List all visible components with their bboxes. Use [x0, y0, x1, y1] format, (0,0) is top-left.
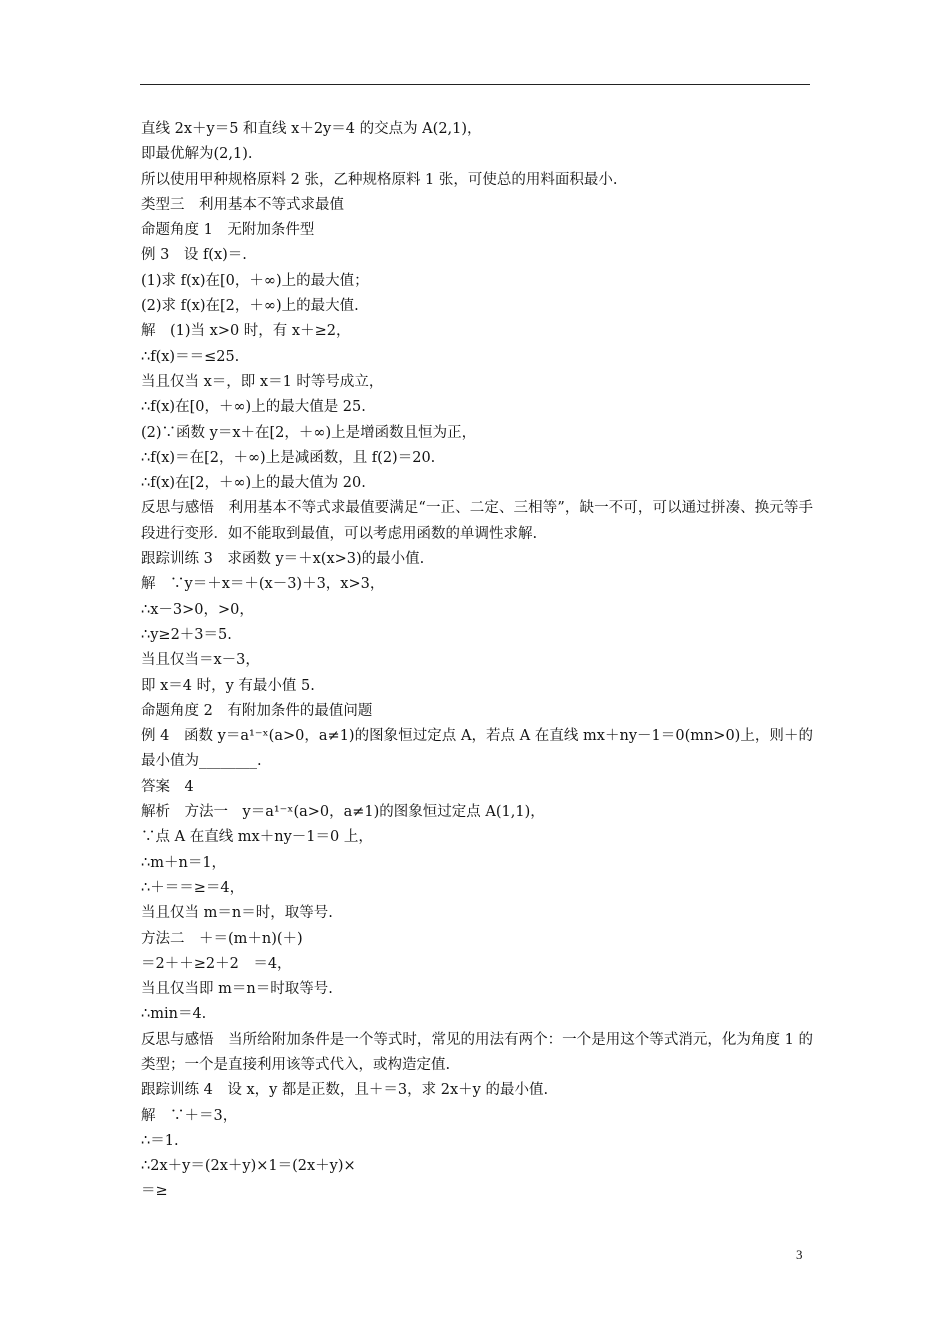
- text-line: ∴＋＝＝≥＝4，: [141, 879, 245, 896]
- example-3: 例 3 设 f(x)＝.: [141, 247, 247, 264]
- text-line: ∴m＋n＝1，: [141, 854, 227, 871]
- page-number: 3: [796, 1247, 803, 1262]
- text-line: 当且仅当＝x－3，: [141, 652, 260, 669]
- text-line: ∴f(x)在[2，＋∞)上的最大值为 20.: [141, 475, 366, 492]
- subsection-heading: 命题角度 1 无附加条件型: [141, 222, 315, 239]
- practice-3: 跟踪训练 3 求函数 y＝＋x(x>3)的最小值.: [141, 551, 425, 568]
- practice-4: 跟踪训练 4 设 x，y 都是正数，且＋＝3，求 2x＋y 的最小值.: [141, 1082, 549, 1099]
- text-line: (2)求 f(x)在[2，＋∞)上的最大值.: [141, 298, 359, 315]
- answer-line: 答案 4: [141, 778, 194, 795]
- text-line: ∵点 A 在直线 mx＋ny－1＝0 上，: [141, 829, 373, 846]
- text-line: ∴x－3>0，>0，: [141, 601, 254, 618]
- header-rule: [140, 84, 810, 85]
- section-heading: 类型三 利用基本不等式求最值: [141, 196, 344, 213]
- text-line: 所以使用甲种规格原料 2 张，乙种规格原料 1 张，可使总的用料面积最小.: [141, 171, 618, 188]
- reflection-paragraph: 反思与感悟 利用基本不等式求最值要满足“一正、二定、三相等”，缺一不可，可以通过拼凑、换元等手段进行变形．如不能取到最值，可以考虑用函数的单调性求解.: [141, 500, 813, 542]
- text-line: ＝2＋＋≥2＋2 ＝4，: [141, 955, 292, 972]
- text-line: (1)求 f(x)在[0，＋∞)上的最大值；: [141, 272, 369, 289]
- solution-line: 解 ∵＋＝3，: [141, 1107, 238, 1124]
- text-line: ∴＝1.: [141, 1132, 179, 1149]
- page-body: [141, 117, 813, 1205]
- subsection-heading: 命题角度 2 有附加条件的最值问题: [141, 702, 373, 719]
- text-line: 方法二 ＋＝(m＋n)(＋): [141, 930, 303, 947]
- text-line: (2)∵函数 y＝x＋在[2，＋∞)上是增函数且恒为正，: [141, 424, 477, 441]
- text-line: 即 x＝4 时，y 有最小值 5.: [141, 677, 315, 694]
- text-line: ∴min＝4.: [141, 1006, 207, 1023]
- example-4: 例 4 函数 y＝a¹⁻ˣ(a>0，a≠1)的图象恒过定点 A，若点 A 在直线 mx＋ny－1＝0(mn>0)上，则＋的最小值为________.: [141, 728, 813, 770]
- analysis-line: 解析 方法一 y＝a¹⁻ˣ(a>0，a≠1)的图象恒过定点 A(1,1)，: [141, 804, 545, 821]
- text-line: 直线 2x＋y＝5 和直线 x＋2y＝4 的交点为 A(2,1)，: [141, 121, 482, 137]
- text-line: ∴f(x)在[0，＋∞)上的最大值是 25.: [141, 399, 366, 416]
- text-line: ∴f(x)＝＝≤25.: [141, 348, 240, 365]
- text-line: 当且仅当 m＝n＝时，取等号.: [141, 905, 333, 922]
- text-line: 当且仅当即 m＝n＝时取等号.: [141, 981, 333, 998]
- text-line: ∴2x＋y＝(2x＋y)×1＝(2x＋y)×: [141, 1158, 356, 1175]
- solution-line: 解 ∵y＝＋x＝＋(x－3)＋3，x>3，: [141, 576, 385, 593]
- text-line: 当且仅当 x＝，即 x＝1 时等号成立，: [141, 373, 384, 390]
- solution-line: 解 (1)当 x>0 时，有 x＋≥2，: [141, 323, 351, 340]
- text-line: 即最优解为(2,1).: [141, 146, 253, 163]
- text-line: ＝≥: [141, 1183, 168, 1200]
- reflection-paragraph: 反思与感悟 当所给附加条件是一个等式时，常见的用法有两个：一个是用这个等式消元，化为角度 1 的类型；一个是直接利用该等式代入，或构造定值.: [141, 1031, 813, 1073]
- text-line: ∴f(x)＝在[2，＋∞)上是减函数，且 f(2)＝20.: [141, 449, 436, 466]
- text-line: ∴y≥2＋3＝5.: [141, 626, 232, 643]
